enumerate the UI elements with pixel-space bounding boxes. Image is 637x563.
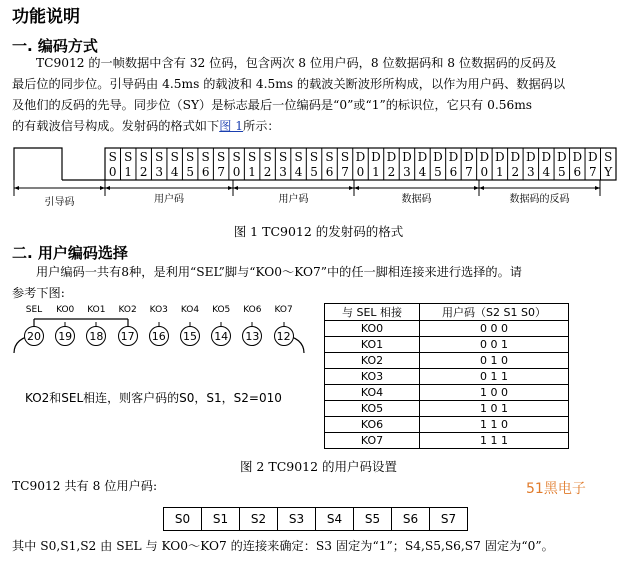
table-row: [325, 417, 569, 433]
signal-cell: [120, 150, 135, 180]
user-bit-cell: S1: [202, 507, 240, 531]
signal-index: 7: [465, 165, 473, 179]
signal-letter: S: [263, 150, 272, 164]
signal-letter: S: [278, 150, 288, 164]
signal-cell: [461, 150, 476, 180]
signal-letter: S: [309, 150, 319, 164]
section1-line: 最后位的同步位。引导码由 4.5ms 的载波和 4.5ms 的载波关断波形所构成，以作为用户码、数据码以: [12, 77, 566, 91]
user-code-table: [324, 303, 569, 449]
signal-letter: D: [526, 150, 536, 164]
section1-line: [12, 116, 565, 137]
signal-letter: D: [386, 150, 397, 164]
section1-line: 及他们的反码的先导。同步位（SY）是标志最后一位编码是“0”或“1”的标识位，它只有 0.56ms: [12, 98, 533, 112]
signal-cell: [213, 150, 228, 180]
user-bit-cell: S3: [278, 507, 316, 531]
signal-letter: D: [587, 150, 598, 164]
signal-cell: [446, 150, 461, 180]
signal-index: 1: [496, 165, 504, 179]
pin-cell: KO1: [325, 337, 420, 353]
signal-cell: [167, 150, 182, 180]
signal-index: 2: [263, 165, 272, 179]
signal-index: 2: [139, 165, 148, 179]
user-code-cell: 1 1 0: [420, 417, 569, 433]
user-code-cell: 0 0 0: [420, 321, 569, 337]
table-row: [325, 433, 569, 449]
user-code-label-1: 用户码: [154, 194, 184, 205]
pin-label: KO3: [149, 305, 168, 315]
signal-cell: [105, 150, 120, 180]
user-bit-cell: S2: [240, 507, 278, 531]
signal-index: 0: [108, 165, 117, 179]
pin-number: 13: [242, 326, 262, 346]
pin-label: KO5: [212, 305, 231, 315]
user-code-cell: 0 1 1: [420, 369, 569, 385]
signal-cell: [260, 150, 275, 180]
user-bit-cell: S6: [392, 507, 430, 531]
pin-note: KO2和SEL相连，则客户码的S0，S1，S2=010: [25, 391, 282, 405]
user-bit-cell: S0: [163, 507, 202, 531]
section2-heading: 二. 用户编码选择: [12, 244, 128, 262]
signal-index: 5: [310, 165, 318, 179]
signal-cell: [306, 150, 321, 180]
signal-letter: S: [217, 150, 226, 164]
signal-cell: [430, 150, 445, 180]
signal-cell: [477, 150, 492, 180]
pin-label: KO7: [274, 305, 293, 315]
table-row: [325, 369, 569, 385]
signal-letter: S: [247, 150, 257, 164]
signal-index: 7: [588, 165, 597, 179]
signal-letter: D: [371, 150, 381, 164]
pin-number: 12: [274, 326, 294, 346]
signal-cell: [368, 150, 383, 180]
signal-index: 6: [449, 165, 458, 179]
lead-code-label: 引导码: [44, 197, 75, 208]
signal-letter: S: [139, 150, 148, 164]
signal-cell: [337, 150, 352, 180]
table-header: 用户码（S2 S1 S0）: [420, 304, 569, 321]
signal-letter: S: [294, 150, 303, 164]
section2-paragraph: [12, 262, 522, 304]
section1-heading: 一. 编码方式: [12, 37, 98, 55]
signal-letter: D: [355, 150, 366, 164]
table-row: [325, 337, 569, 353]
signal-letter: S: [232, 150, 241, 164]
user-code-cell: 0 0 1: [420, 337, 569, 353]
signal-cell: [570, 150, 585, 180]
signal-cell: [182, 150, 197, 180]
signal-cell: [554, 150, 569, 180]
signal-index: 5: [434, 165, 442, 179]
user-bits-row: [163, 507, 468, 531]
section2-line: 用户编码一共有8种，是利用“SEL”脚与“KO0～KO7”中的任一脚相连接来进行选择的。请: [36, 265, 522, 279]
signal-cell: [275, 150, 290, 180]
pin-number: 15: [180, 326, 200, 346]
signal-cell: [585, 150, 600, 180]
pin-number: 16: [149, 326, 169, 346]
table-header-row: [325, 304, 569, 321]
lead-pulse: [14, 148, 62, 180]
signal-letter: S: [201, 150, 210, 164]
pin-cell: KO7: [325, 433, 420, 449]
table-row: [325, 401, 569, 417]
signal-index: 2: [387, 165, 396, 179]
signal-letter: S: [170, 150, 179, 164]
pin-number: 20: [24, 326, 44, 346]
table-header: 与 SEL 相接: [325, 304, 420, 321]
signal-index: 4: [170, 165, 179, 179]
signal-letter: S: [325, 150, 334, 164]
user-code-line: TC9012 共有 8 位用户码:: [12, 479, 158, 493]
signal-cell: [415, 150, 430, 180]
signal-index: 3: [279, 165, 287, 179]
pin-label: SEL: [25, 305, 43, 315]
pin-label: KO0: [56, 305, 75, 315]
signal-cell: [244, 150, 259, 180]
signal-letter: D: [464, 150, 474, 164]
signal-cell: [539, 150, 554, 180]
signal-letter: D: [495, 150, 505, 164]
signal-letter: S: [155, 150, 164, 164]
signal-cell: [601, 150, 616, 180]
pin-label: KO1: [87, 305, 106, 315]
signal-index: 4: [542, 165, 551, 179]
signal-index: 3: [403, 165, 411, 179]
section1-line: TC9012 的一帧数据中含有 32 位码，包含两次 8 位用户码，8 位数据码和 8 位数据码的反码及: [36, 56, 557, 70]
signal-letter: S: [604, 150, 613, 164]
signal-cell: [399, 150, 414, 180]
user-bit-cell: S7: [430, 507, 468, 531]
pin-cell: KO6: [325, 417, 420, 433]
signal-index: 5: [557, 165, 566, 179]
table-row: [325, 353, 569, 369]
table-row: [325, 321, 569, 337]
signal-cell: [291, 150, 306, 180]
signal-index: Y: [604, 165, 613, 179]
pin-cell: KO4: [325, 385, 420, 401]
signal-index: 6: [573, 165, 582, 179]
signal-index: 4: [294, 165, 303, 179]
pin-row: [0, 305, 310, 350]
signal-letter: D: [541, 150, 552, 164]
signal-cell: [508, 150, 523, 180]
signal-letter: D: [433, 150, 443, 164]
signal-letter: S: [124, 150, 133, 164]
signal-labels: [105, 150, 616, 180]
figure1-caption: 图 1 TC9012 的发射码的格式: [233, 224, 404, 239]
pin-cell: KO3: [325, 369, 420, 385]
signal-letter: D: [479, 150, 490, 164]
signal-index: 7: [217, 165, 225, 179]
signal-index: 5: [186, 165, 194, 179]
figure1-link[interactable]: 图 1: [219, 119, 244, 133]
signal-index: 0: [356, 165, 365, 179]
brand-watermark: 51黑电子: [526, 481, 586, 497]
signal-index: 1: [124, 165, 133, 179]
pin-label: KO2: [118, 305, 137, 315]
signal-letter: D: [510, 150, 521, 164]
user-code-cell: 1 1 1: [420, 433, 569, 449]
user-code-cell: 1 0 0: [420, 385, 569, 401]
signal-index: 3: [527, 165, 535, 179]
data-code-label: 数据码: [401, 194, 432, 205]
signal-index: 0: [480, 165, 489, 179]
signal-letter: S: [186, 150, 195, 164]
data-inverse-label: 数据码的反码: [509, 194, 570, 205]
user-code-cell: 1 0 1: [420, 401, 569, 417]
pin-number: 18: [86, 326, 106, 346]
signal-index: 1: [248, 165, 256, 179]
signal-cell: [136, 150, 151, 180]
signal-cell: [151, 150, 166, 180]
user-code-label-2: 用户码: [278, 194, 309, 205]
signal-letter: S: [340, 150, 350, 164]
section2-line: 参考下图:: [12, 286, 65, 300]
user-bit-cell: S5: [354, 507, 392, 531]
pin-number: 14: [211, 326, 231, 346]
signal-index: 0: [232, 165, 241, 179]
pin-cell: KO2: [325, 353, 420, 369]
signal-index: 4: [418, 165, 427, 179]
pin-cell: KO0: [325, 321, 420, 337]
signal-index: 6: [325, 165, 334, 179]
signal-cell: [322, 150, 337, 180]
signal-index: 3: [155, 165, 164, 179]
signal-letter: D: [572, 150, 583, 164]
signal-cell: [198, 150, 213, 180]
pin-label: KO4: [180, 305, 200, 315]
signal-letter: D: [556, 150, 567, 164]
table-row: [325, 385, 569, 401]
signal-letter: D: [402, 150, 412, 164]
signal-cell: [353, 150, 368, 180]
pin-number: 17: [118, 326, 138, 346]
pin-label: KO6: [243, 305, 262, 315]
signal-letter: D: [417, 150, 428, 164]
signal-cell: [492, 150, 507, 180]
figure2-caption: 图 2 TC9012 的用户码设置: [239, 459, 398, 474]
signal-index: 2: [511, 165, 520, 179]
signal-letter: S: [108, 150, 117, 164]
pin-cell: KO5: [325, 401, 420, 417]
signal-index: 6: [201, 165, 210, 179]
signal-letter: D: [448, 150, 459, 164]
footer-note: 其中 S0,S1,S2 由 SEL 与 KO0～KO7 的连接来确定：S3 固定为“1”；S4,S5,S6,S7 固定为“0”。: [12, 539, 554, 553]
section1-last-prefix: 的有载波信号构成。发射码的格式如下: [12, 119, 220, 133]
section1-last-suffix: 所示：: [243, 119, 280, 133]
signal-cell: [229, 150, 244, 180]
page-title: 功能说明: [12, 7, 80, 27]
section1-paragraph: [12, 53, 565, 137]
signal-cell: [384, 150, 399, 180]
user-bit-cell: S4: [316, 507, 354, 531]
signal-cell: [523, 150, 538, 180]
user-code-cell: 0 1 0: [420, 353, 569, 369]
signal-index: 7: [341, 165, 349, 179]
signal-index: 1: [372, 165, 380, 179]
pin-number: 19: [55, 326, 75, 346]
